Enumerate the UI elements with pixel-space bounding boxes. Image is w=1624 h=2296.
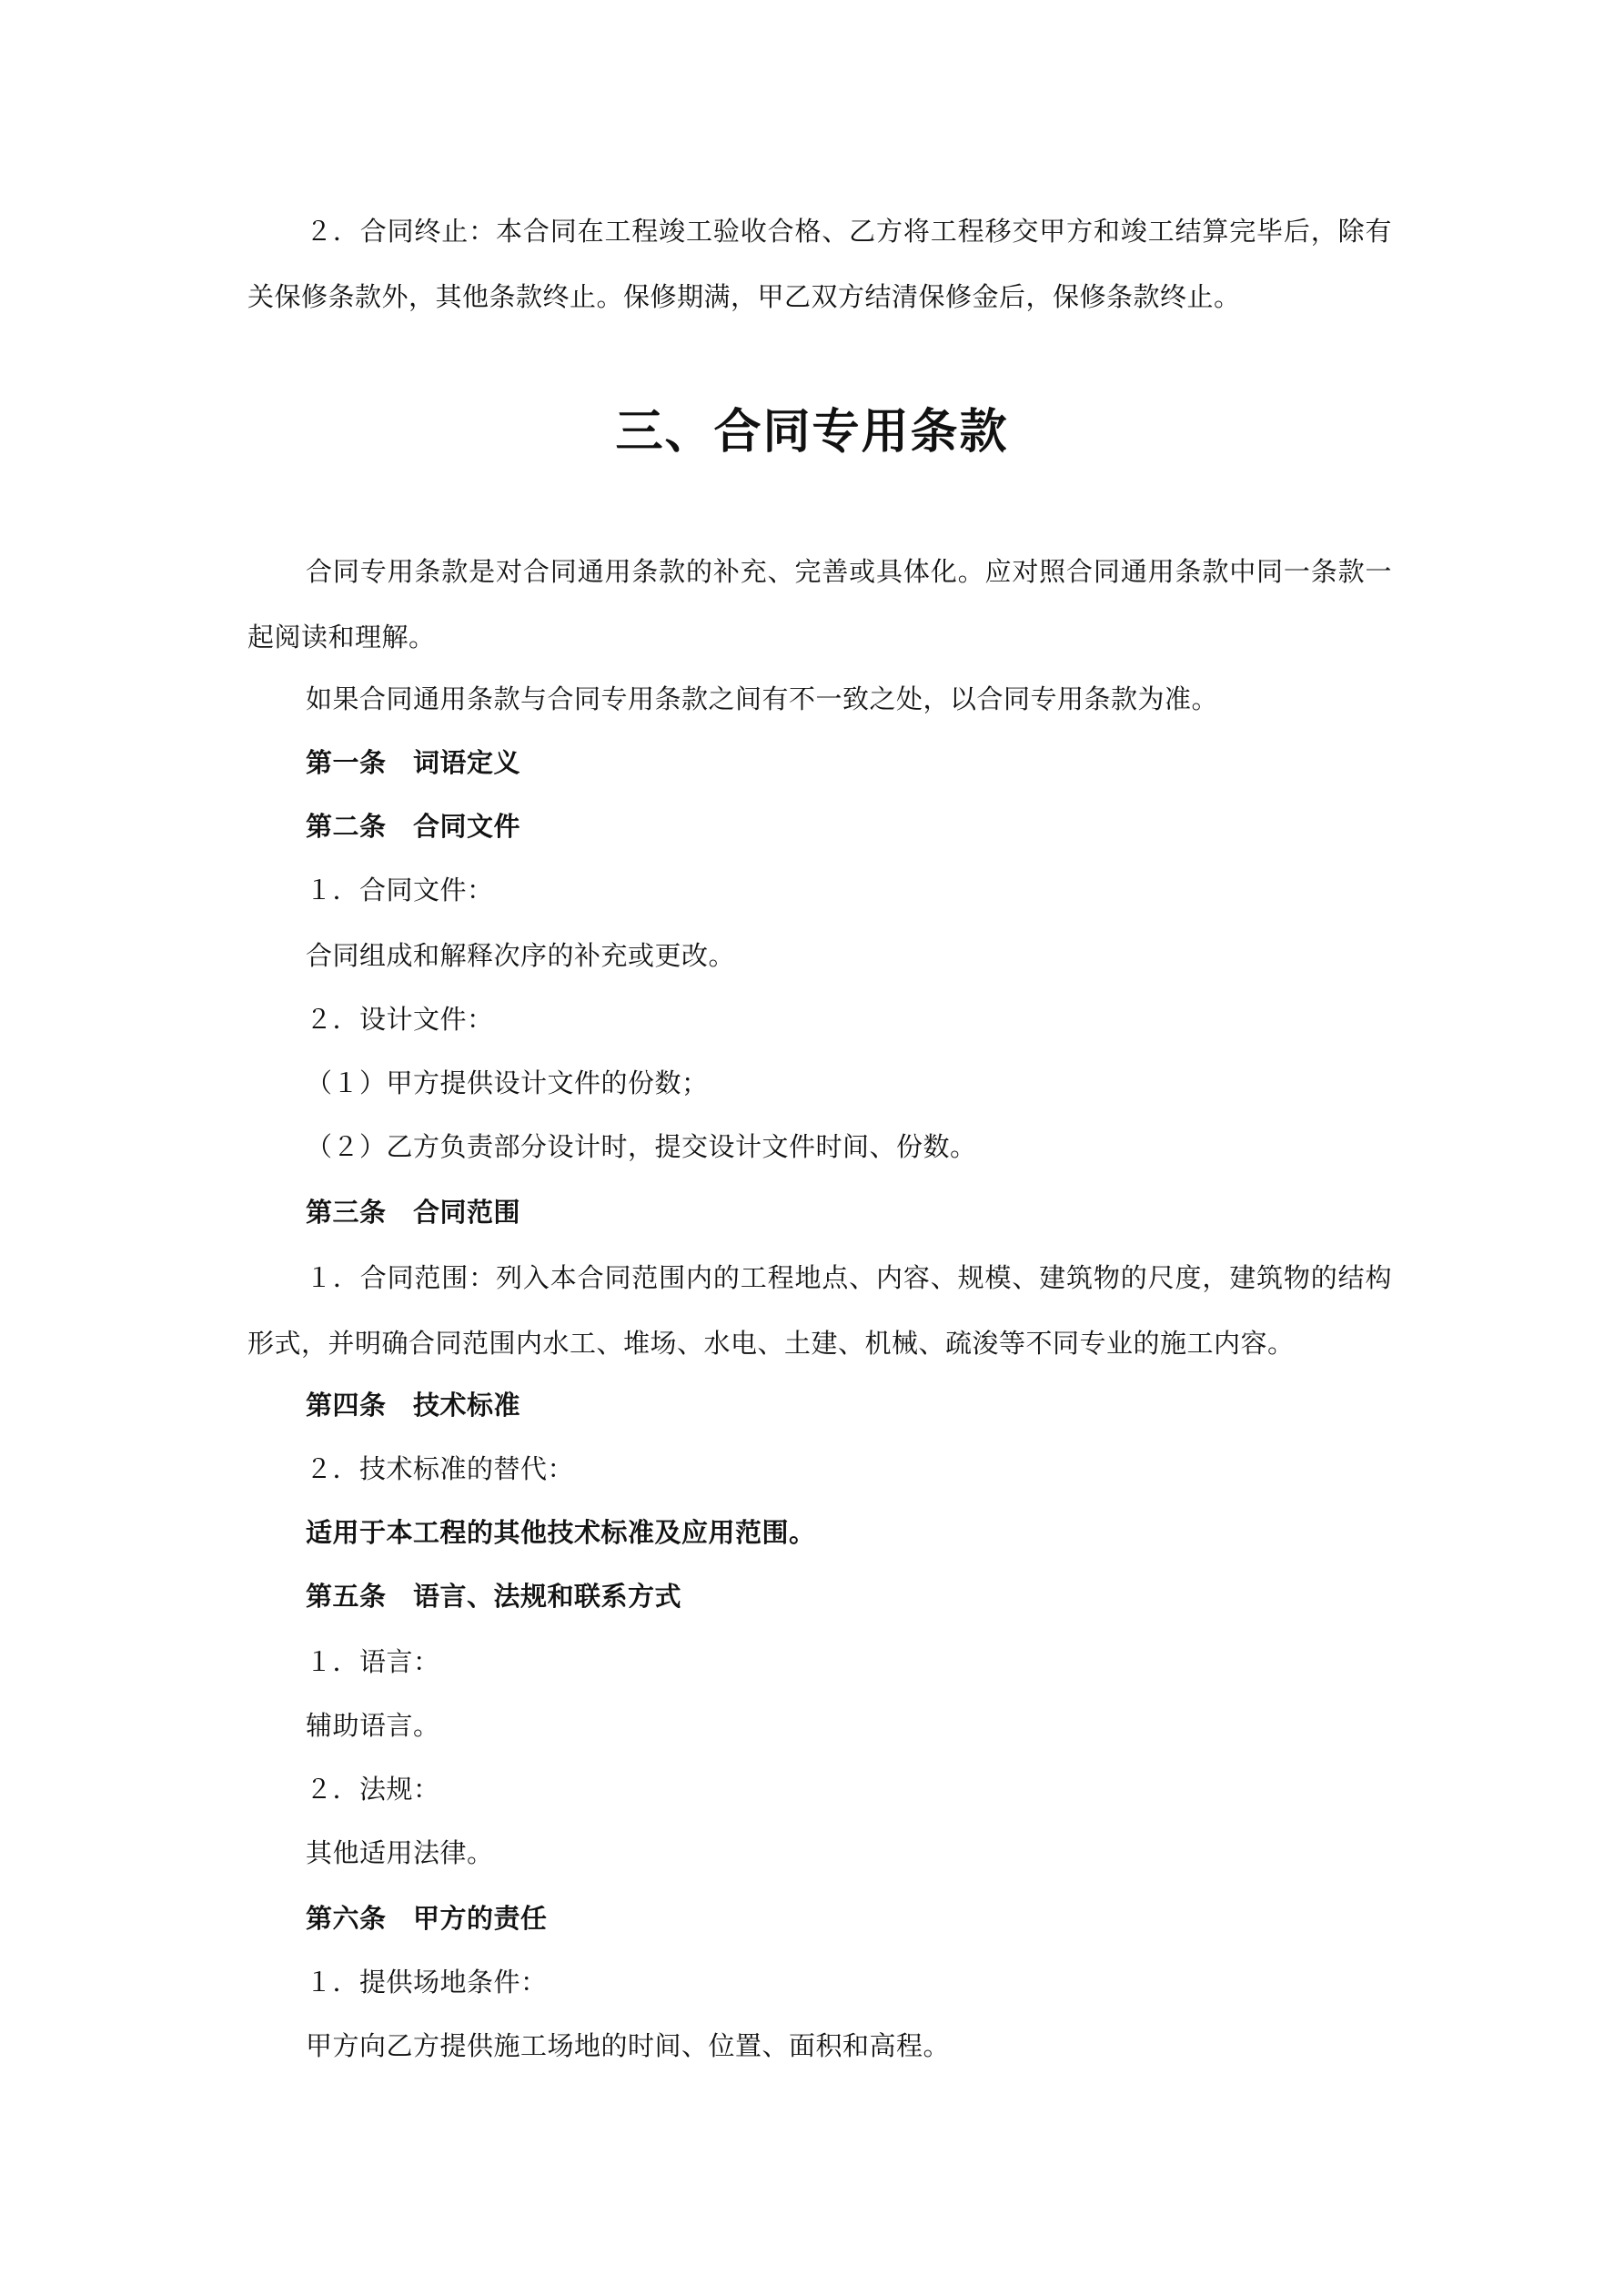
article-2-item-2-sub-2: （２）乙方负责部分设计时，提交设计文件时间、份数。 [306,1131,977,1162]
precedence-paragraph: 如果合同通用条款与合同专用条款之间有不一致之处，以合同专用条款为准。 [306,683,1219,714]
article-6-title: 第六条 甲方的责任 [306,1903,548,1934]
article-4-item-2: ２．技术标准的替代： [306,1453,575,1484]
article-4-item-2-text: 适用于本工程的其他技术标准及应用范围。 [306,1517,816,1548]
article-1-title: 第一条 词语定义 [306,747,521,778]
special-terms-intro-paragraph: 合同专用条款是对合同通用条款的补充、完善或具体化。应对照合同通用条款中同一条款一起阅读和理解。 [247,556,1392,652]
article-3-item-1: １．合同范围：列入本合同范围内的工程地点、内容、规模、建筑物的尺度，建筑物的结构形式，并明确合同范围内水工、堆场、水电、土建、机械、疏浚等不同专业的施工内容。 [247,1262,1392,1359]
article-3-title: 第三条 合同范围 [306,1197,521,1228]
article-4-title: 第四条 技术标准 [306,1390,521,1421]
article-6-item-1: １．提供场地条件： [306,1967,548,1998]
article-2-item-2: ２．设计文件： [306,1004,494,1035]
article-2-item-2-sub-1: （１）甲方提供设计文件的份数； [306,1067,709,1098]
section-title: 三、合同专用条款 [615,404,1009,460]
article-5-title: 第五条 语言、法规和联系方式 [306,1581,682,1612]
article-5-item-1: １．语言： [306,1646,440,1677]
article-2-item-1-text: 合同组成和解释次序的补充或更改。 [306,940,736,971]
article-5-item-1-text: 辅助语言。 [306,1710,440,1741]
article-6-item-1-text: 甲方向乙方提供施工场地的时间、位置、面积和高程。 [306,2030,951,2061]
termination-paragraph: ２．合同终止：本合同在工程竣工验收合格、乙方将工程移交甲方和竣工结算完毕后，除有关保修条款外，其他条款终止。保修期满，甲乙双方结清保修金后，保修条款终止。 [247,216,1392,312]
article-2-item-1: １．合同文件： [306,875,494,905]
article-5-item-2: ２．法规： [306,1774,440,1805]
article-2-title: 第二条 合同文件 [306,811,521,842]
article-5-item-2-text: 其他适用法律。 [306,1837,494,1868]
